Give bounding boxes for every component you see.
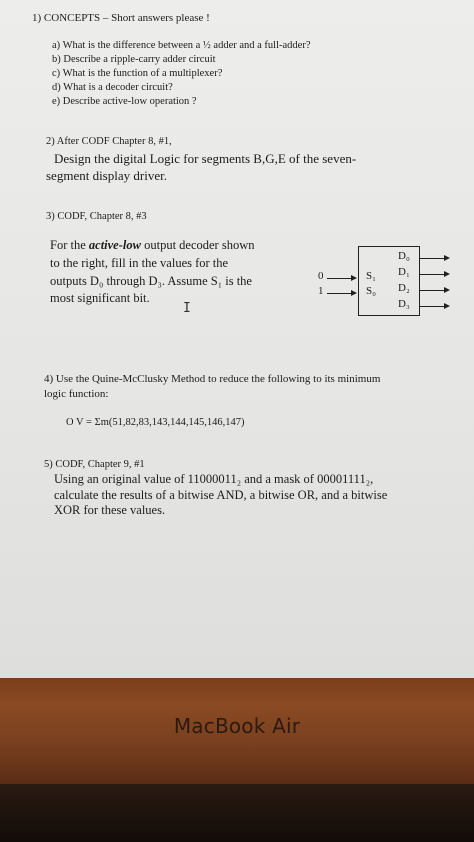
q5-line-2: calculate the results of a bitwise AND, a bitwise OR, and a bitwise (54, 488, 388, 502)
q5-line-3: XOR for these values. (54, 503, 166, 517)
output-label-d3: D₃ (398, 298, 410, 310)
q1-heading: 1) CONCEPTS – Short answers please ! (32, 12, 210, 24)
input-label-s1: S₁ (366, 270, 376, 282)
q1-item-a: a) What is the difference between a ½ adder and a full-adder? (52, 40, 311, 51)
input-line-s1 (327, 278, 351, 279)
output-label-d2: D₂ (398, 282, 410, 294)
input-value-s1: 0 (318, 270, 324, 282)
q3-line-1 (50, 238, 255, 253)
output-label-d1: D₁ (398, 266, 410, 278)
output-line-d1 (420, 274, 444, 275)
output-line-d3 (420, 306, 444, 307)
q1-item-c: c) What is the function of a multiplexer? (52, 68, 223, 79)
output-arrow-d2-icon (444, 287, 450, 293)
q3-line-1-pre: For the (50, 238, 89, 252)
q1-item-b: b) Describe a ripple-carry adder circuit (52, 54, 216, 65)
q1-item-e: e) Describe active-low operation ? (52, 96, 197, 107)
input-line-s0 (327, 293, 351, 294)
q5-line-1: Using an original value of 11000011₂ and a mask of 00001111₂, (54, 472, 374, 486)
q2-heading: 2) After CODF Chapter 8, #1, (46, 136, 172, 147)
output-arrow-d1-icon (444, 271, 450, 277)
q2-line-2: segment display driver. (46, 168, 167, 183)
q3-line-4: most significant bit. (50, 291, 150, 305)
output-line-d2 (420, 290, 444, 291)
q4-expression: O V = Σm(51,82,83,143,144,145,146,147) (66, 417, 245, 428)
output-label-d0: D₀ (398, 250, 410, 262)
q1-item-d: d) What is a decoder circuit? (52, 82, 173, 93)
q3-active-low-emphasis: active-low (88, 238, 141, 252)
input-arrow-s1-icon (351, 275, 357, 281)
q3-line-2: to the right, fill in the values for the (50, 256, 229, 270)
laptop-brand-label: MacBook Air (173, 714, 301, 738)
q2-line-1: Design the digital Logic for segments B,G,E of the seven- (54, 151, 357, 166)
laptop-keyboard-area (0, 784, 474, 842)
input-arrow-s0-icon (351, 290, 357, 296)
output-line-d0 (420, 258, 444, 259)
q4-heading: 4) Use the Quine-McClusky Method to reduce the following to its minimum (44, 373, 381, 385)
input-label-s0: S₀ (366, 285, 376, 297)
q3-line-3: outputs D₀ through D₃. Assume S₁ is the (50, 274, 252, 288)
decoder-diagram (318, 244, 462, 318)
output-arrow-d0-icon (444, 255, 450, 261)
q3-heading: 3) CODF, Chapter 8, #3 (46, 211, 147, 222)
input-value-s0: 1 (318, 285, 324, 297)
q5-heading: 5) CODF, Chapter 9, #1 (44, 459, 145, 470)
output-arrow-d3-icon (444, 303, 450, 309)
q3-line-1-post: output decoder shown (140, 238, 255, 252)
text-cursor-icon: I (183, 301, 191, 316)
q4-heading-2: logic function: (44, 388, 109, 400)
